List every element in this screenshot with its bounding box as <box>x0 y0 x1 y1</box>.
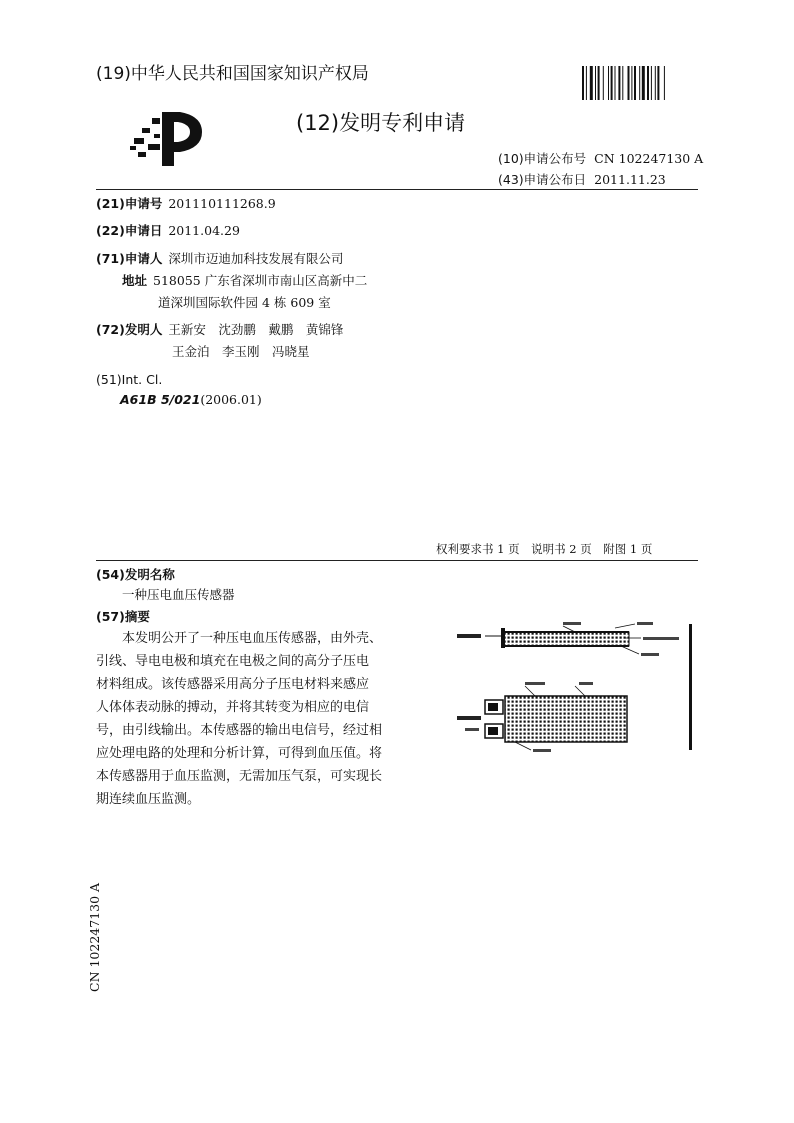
abstract-line: 本发明公开了一种压电血压传感器，由外壳、 <box>122 631 383 646</box>
abstract-line: 应处理电路的处理和分析计算，可得到血压值。将 <box>96 746 383 761</box>
filing-date: 2011.04.29 <box>168 223 240 238</box>
abstract-label: (57)摘要 <box>96 609 150 624</box>
address-line-1: 518055 广东省深圳市南山区高新中二 <box>153 273 368 288</box>
publication-number: CN 102247130 A <box>594 151 704 166</box>
abstract-line: 引线、导电电极和填充在电极之间的高分子压电 <box>96 654 370 669</box>
application-number-row <box>96 196 276 212</box>
office-name: (19)中华人民共和国国家知识产权局 <box>96 64 369 84</box>
abstract-line: 本传感器用于血压监测，无需加压气泵，可实现长 <box>96 769 383 784</box>
publication-date: 2011.11.23 <box>594 172 666 187</box>
int-cl-version: (2006.01) <box>200 392 262 407</box>
inventors-line-1: 王新安 沈劲鹏 戴鹏 黄锦锋 <box>168 322 344 337</box>
applicant-label: (71)申请人 <box>96 251 163 266</box>
publication-number-row <box>498 151 703 167</box>
filing-date-label: (22)申请日 <box>96 223 163 238</box>
address-label: 地址 <box>122 273 148 288</box>
abstract-line: 材料组成。该传感器采用高分子压电材料来感应 <box>96 677 370 692</box>
int-cl-row <box>120 392 262 408</box>
publication-date-label: (43)申请公布日 <box>498 172 587 187</box>
document-kind: (12)发明专利申请 <box>296 111 466 135</box>
application-number: 201110111268.9 <box>168 196 276 211</box>
abstract-figure <box>455 620 695 754</box>
address-row <box>122 273 367 289</box>
invention-title: 一种压电血压传感器 <box>122 587 235 602</box>
publication-date-row <box>498 172 666 188</box>
address-line-2: 道深圳国际软件园 4 栋 609 室 <box>158 295 331 310</box>
abstract-line: 号，由引线输出。本传感器的输出电信号，经过相 <box>96 723 383 738</box>
application-number-label: (21)申请号 <box>96 196 163 211</box>
inventors-line-2: 王金泊 李玉刚 冯晓星 <box>172 344 310 359</box>
applicant-row <box>96 251 343 267</box>
side-publication-number: CN 102247130 A <box>87 882 102 992</box>
barcode <box>582 66 698 100</box>
abstract-line: 期连续血压监测。 <box>96 792 201 807</box>
header-divider <box>96 189 698 190</box>
pages-summary: 权利要求书 1 页 说明书 2 页 附图 1 页 <box>436 542 653 556</box>
inventors-label: (72)发明人 <box>96 322 163 337</box>
abstract-line: 人体体表动脉的搏动，并将其转变为相应的电信 <box>96 700 370 715</box>
cnipa-logo <box>128 108 208 168</box>
applicant: 深圳市迈迪加科技发展有限公司 <box>168 251 344 266</box>
filing-date-row <box>96 223 240 239</box>
summary-divider <box>96 560 698 561</box>
int-cl-label: (51)Int. Cl. <box>96 372 163 387</box>
publication-number-label: (10)申请公布号 <box>498 151 587 166</box>
int-cl-code: A61B 5/021 <box>120 392 201 407</box>
title-label: (54)发明名称 <box>96 567 175 582</box>
inventors-row <box>96 322 343 338</box>
